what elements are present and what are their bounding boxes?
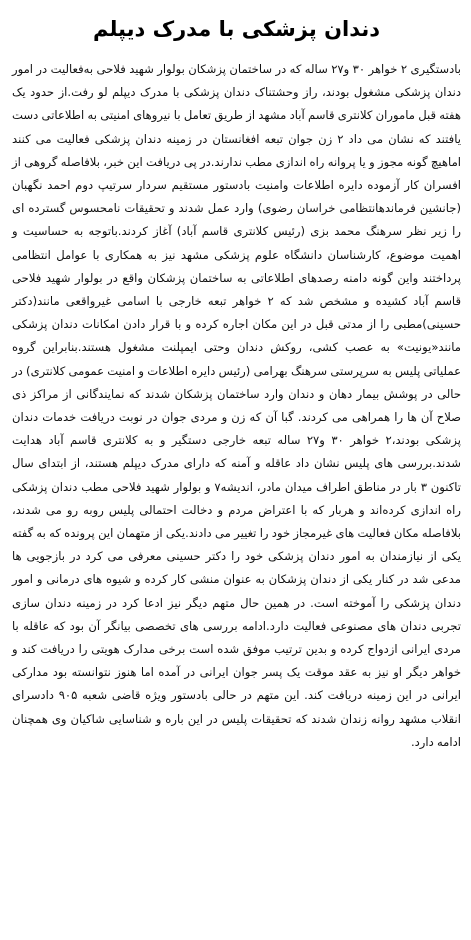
article-body: بادستگیری ۲ خواهر ۳۰ و۲۷ ساله که در ساختمان پزشکان بولوار شهید فلاحی به‌فعالیت در امور دندان پزشکی مشغول بودند، راز وحشتناک دندان پزشکی با مدرک دیپلم لو رفت.از حدود یک هفته قبل ماموران کلانتری قاسم آباد مشهد از طریق تعامل با نیروهای امنیتی به اطلاعاتی دست یافتند که نشان می داد ۲ زن جوان تبعه افغانستان در زمینه دندان پزشکی فعالیت می کنند اماهیچ گونه مجوز و یا پروانه راه اندازی مطب ندارند.در پی دریافت این خبر، بلافاصله گروهی از افسران کار آزموده دایره اطلاعات وامنیت بادستور مستقیم سردار سرتیپ دوم احمد نگهبان (جانشین فرماندهانتظامی خراسان رضوی) وارد عمل شدند و تحقیقات نامحسوس گسترده ای را زیر نظر سرهنگ محمد بزی (رئیس کلانتری قاسم آباد) آغاز کردند.باتوجه به حساسیت و اهمیت موضوع، کارشناسان دانشگاه علوم پزشکی مشهد نیز به همکاری با عوامل انتظامی پرداختند واین گونه دامنه رصدهای اطلاعاتی به ساختمان پزشکان واقع در بولوار شهید فلاحی قاسم آباد کشیده و مشخص شد که ۲ خواهر تبعه خارجی با اسامی غیرواقعی مانند(دکتر حسینی)مطبی را از مدتی قبل در این مکان اجاره کرده و با قرار دادن امکانات دندان پزشکی مانند«یونیت» به عصب کشی، روکش دندان وحتی ایمپلنت مشغول هستند.بنابراین گروه عملیاتی پلیس به سرپرستی سرهنگ بهرامی (رئیس دایره اطلاعات و امنیت عمومی کلانتری) در حالی در پوشش بیمار دهان و دندان وارد ساختمان پزشکان شدند که نمایندگانی از مراکز ذی صلاح آن ها را همراهی می کردند. گبا آن که زن و مردی جوان در نوبت دریافت خدمات دندان پزشکی بودند،۲ خواهر ۳۰ و۲۷ ساله تبعه خارجی دستگیر و به کلانتری قاسم آباد هدایت شدند.بررسی های پلیس نشان داد عاقله و آمنه که دارای مدرک دیپلم هستند، از ابتدای سال تاکنون ۳ بار در مناطق اطراف میدان مادر، اندیشه۷ و بولوار شهید فلاحی مطب دندان پزشکی راه اندازی کرده‌اند و هربار که با اعتراض مردم و دخالت احتمالی پلیس روبه رو می شدند، بلافاصله مکان فعالیت های غیرمجاز خود را تغییر می دادند.یکی از متهمان این پرونده که به گفته یکی از نیازمندان به امور دندان پزشکی خود را دکتر حسینی معرفی می کرد در بازجویی ها مدعی شد در کنار یکی از دندان پزشکان به عنوان منشی کار کرده و شیوه های درمانی و امور دندان پزشکی را آموخته است. در همین حال متهم دیگر نیز ادعا کرد در زمینه دندان سازی تجربی دندان های مصنوعی فعالیت دارد.ادامه بررسی های تخصصی بیانگر آن بود که عاقله با مردی ایرانی ازدواج کرده و بدین ترتیب موفق شده است برخی مدارک هویتی را دریافت کند و خواهر دیگر او نیز به عقد موقت یک پسر جوان ایرانی در آمده اما هنوز نتوانسته بود مدارکی ایرانی در این زمینه دریافت کند. این متهم در حالی بادستور ویژه قاضی شعبه ۹۰۵ دادسرای انقلاب مشهد روانه زندان شدند که تحقیقات پلیس در این باره و شناسایی شاکیان وی همچنان ادامه دارد. — [12, 62, 462, 749]
article-headline: دندان پزشکی با مدرک دیپلم — [93, 17, 380, 41]
